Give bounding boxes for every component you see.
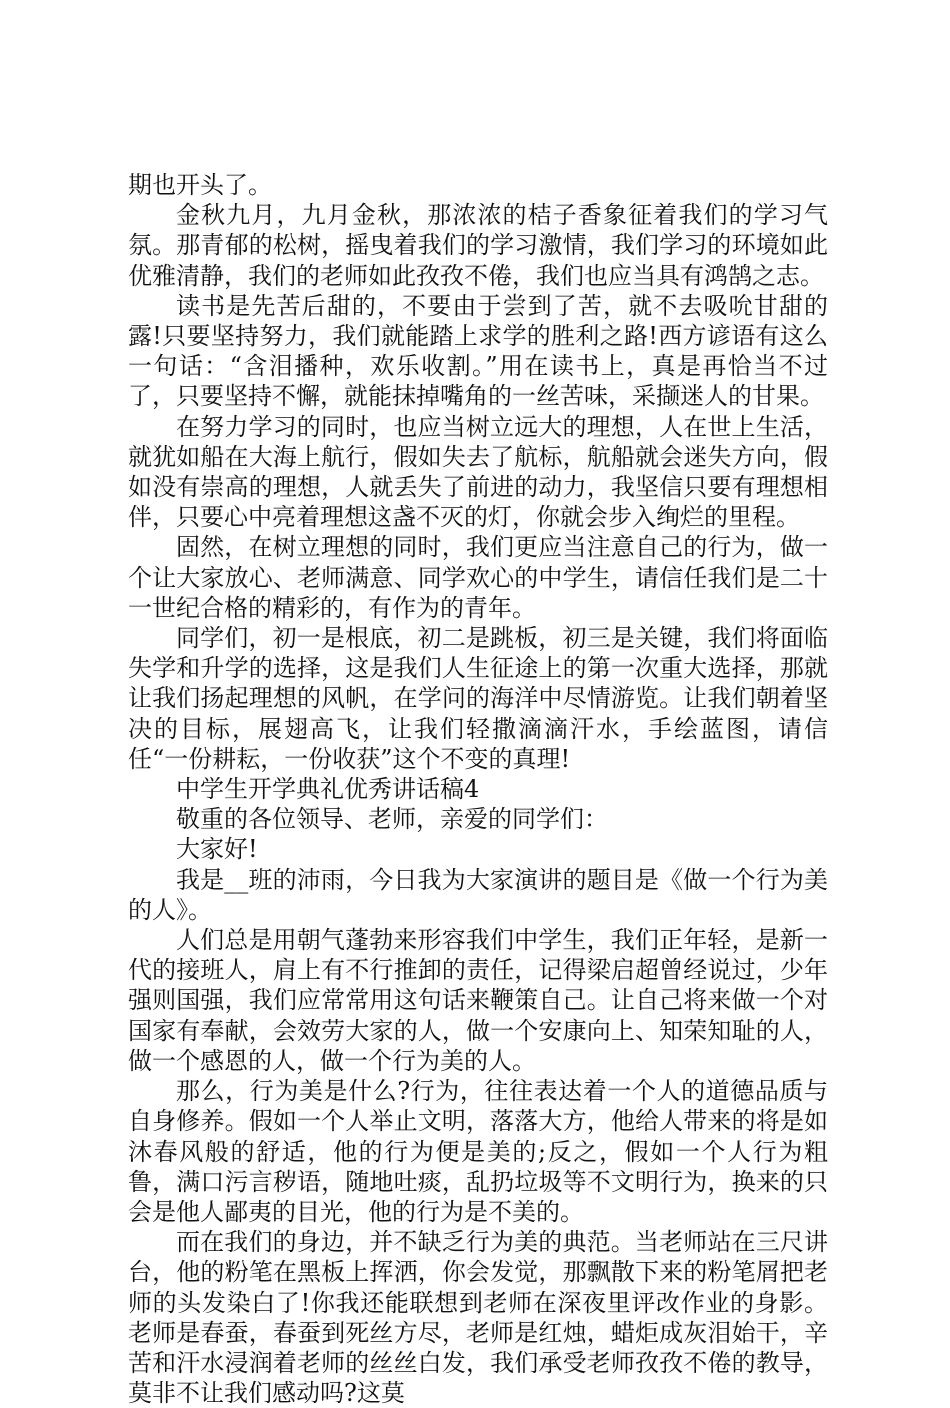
paragraph-intro: 我是__班的沛雨，今日我为大家演讲的题目是《做一个行为美的人》。 (128, 865, 828, 924)
paragraph-8: 那么，行为美是什么?行为，往往表达着一个人的道德品质与自身修养。假如一个人举止文明，落落大方，他给人带来的将是如沐春风般的舒适，他的行为便是美的;反之，假如一个人行为粗鲁，满口污言秽语，随地吐痰，乱扔垃圾等不文明行为，换来的只会是他人鄙夷的目光，他的行为是不美的。 (128, 1077, 828, 1226)
document-page (128, 170, 828, 1408)
salutation: 敬重的各位领导、老师，亲爱的同学们： (176, 805, 608, 834)
section-heading: 中学生开学典礼优秀讲话稿4 (176, 775, 480, 804)
paragraph-6: 同学们，初一是根底，初二是跳板，初三是关键，我们将面临失学和升学的选择，这是我们人生征途上的第一次重大选择，那就让我们扬起理想的风帆，在学问的海洋中尽情游览。让我们朝着坚决的目标，展翅高飞，让我们轻撒滴滴汗水，手绘蓝图，请信任“一份耕耘，一份收获”这个不变的真理! (128, 624, 828, 773)
paragraph-1: 期也开头了。 (128, 171, 272, 199)
paragraph-2: 金秋九月，九月金秋，那浓浓的桔子香象征着我们的学习气氛。那青郁的松树，摇曳着我们的学习激情，我们学习的环境如此优雅清静，我们的老师如此孜孜不倦，我们也应当具有鸿鹄之志。 (128, 201, 828, 290)
paragraph-5: 固然，在树立理想的同时，我们更应当注意自己的行为，做一个让大家放心、老师满意、同学欢心的中学生，请信任我们是二十一世纪合格的精彩的，有作为的青年。 (128, 533, 828, 622)
greeting: 大家好! (176, 835, 258, 864)
paragraph-3: 读书是先苦后甜的，不要由于尝到了苦，就不去吸吮甘甜的露!只要坚持努力，我们就能踏上求学的胜利之路!西方谚语有这么一句话：“含泪播种，欢乐收割。”用在读书上，真是再恰当不过了，只要坚持不懈，就能抹掉嘴角的一丝苦味，采撷迷人的甘果。 (128, 291, 828, 411)
paragraph-9: 而在我们的身边，并不缺乏行为美的典范。当老师站在三尺讲台，他的粉笔在黑板上挥洒，你会发觉，那飘散下来的粉笔屑把老师的头发染白了!你我还能联想到老师在深夜里评改作业的身影。老师是春蚕，春蚕到死丝方尽，老师是红烛，蜡炬成灰泪始干，辛苦和汗水浸润着老师的丝丝白发，我们承受老师孜孜不倦的教导，莫非不让我们感动吗?这莫 (128, 1228, 828, 1408)
paragraph-7: 人们总是用朝气蓬勃来形容我们中学生，我们正年轻，是新一代的接班人，肩上有不行推卸的责任，记得梁启超曾经说过，少年强则国强，我们应常常用这句话来鞭策自己。让自己将来做一个对国家有奉献，会效劳大家的人，做一个安康向上、知荣知耻的人，做一个感恩的人，做一个行为美的人。 (128, 926, 828, 1075)
paragraph-4: 在努力学习的同时，也应当树立远大的理想，人在世上生活，就犹如船在大海上航行，假如失去了航标，航船就会迷失方向，假如没有崇高的理想，人就丢失了前进的动力，我坚信只要有理想相伴，只要心中亮着理想这盏不灭的灯，你就会步入绚烂的里程。 (128, 412, 828, 532)
